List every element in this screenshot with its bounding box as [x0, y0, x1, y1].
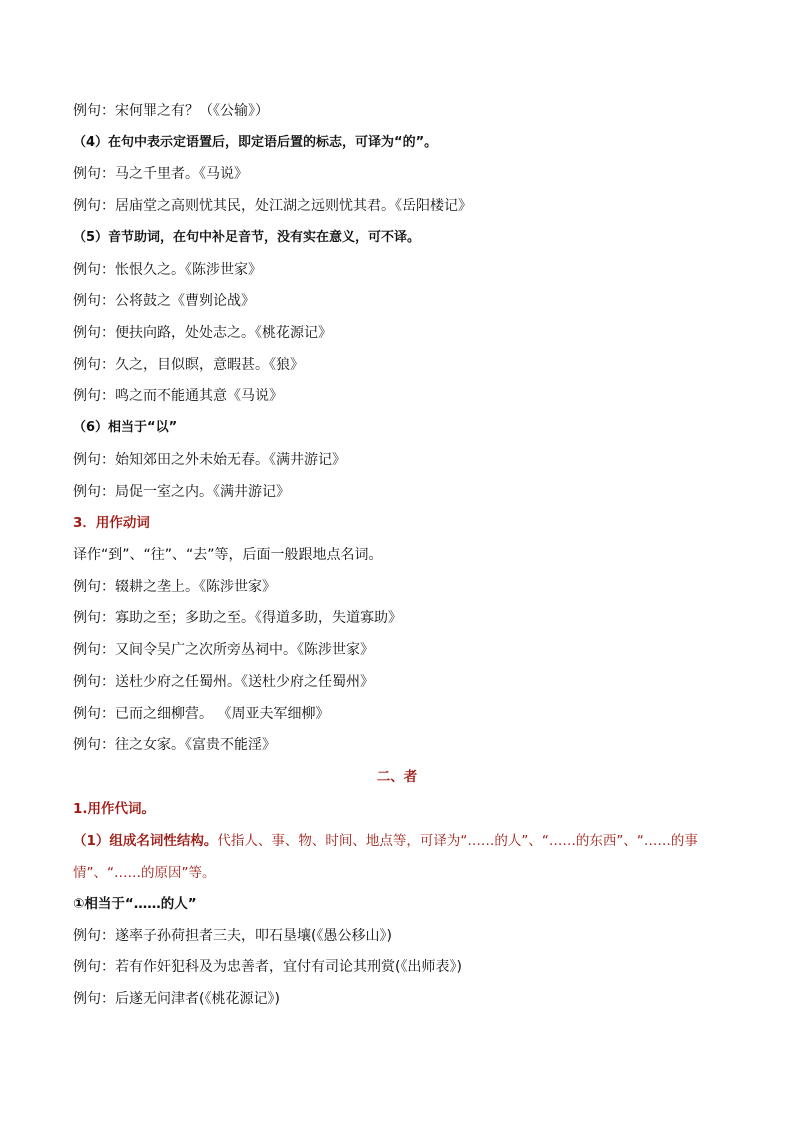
section-heading-pronoun: 1.用作代词。 — [73, 801, 156, 817]
example-sentence: 例句：若有作奸犯科及为忠善者，宜付有司论其刑赏(《出师表》) — [73, 959, 462, 975]
example-sentence: 例句：居庙堂之高则忧其民，处江湖之远则忧其君。《岳阳楼记》 — [73, 198, 472, 214]
example-sentence: 例句：怅恨久之。《陈涉世家》 — [73, 262, 262, 278]
example-sentence: 例句：马之千里者。《马说》 — [73, 166, 248, 182]
example-sentence: 例句：送杜少府之任蜀州。《送杜少府之任蜀州》 — [73, 674, 374, 690]
example-sentence: 例句：宋何罪之有？（《公输》） — [73, 103, 269, 119]
subsection-heading: （5）音节助词，在句中补足音节，没有实在意义，可不译。 — [73, 230, 421, 245]
example-sentence: 例句：后遂无问津者(《桃花源记》) — [73, 991, 280, 1007]
definition-bold: （1）组成名词性结构。 — [73, 833, 218, 849]
definition-text: 代指人、事、物、时间、地点等，可译为“……的人”、“……的东西”、“……的事情”、“……的原因”等。 — [73, 833, 698, 881]
example-sentence: 例句：辍耕之垄上。《陈涉世家》 — [73, 579, 276, 595]
subsection-heading: ①相当于“……的人” — [73, 896, 197, 912]
example-sentence: 例句：寡助之至；多助之至。《得道多助，失道寡助》 — [73, 610, 402, 626]
example-sentence: 例句：往之女家。《富贵不能淫》 — [73, 737, 276, 753]
example-sentence: 例句：又间令吴广之次所旁丛祠中。《陈涉世家》 — [73, 642, 374, 658]
example-sentence: 例句：局促一室之内。《满井游记》 — [73, 484, 290, 500]
example-sentence: 例句：鸣之而不能通其意《马说》 — [73, 388, 283, 404]
example-sentence: 例句：已而之细柳营。 《周亚夫军细柳》 — [73, 706, 330, 722]
example-sentence: 例句：始知郊田之外未始无春。《满井游记》 — [73, 452, 346, 468]
example-sentence: 例句：便扶向路，处处志之。《桃花源记》 — [73, 325, 332, 341]
section-heading-verb: 3．用作动词 — [73, 515, 150, 531]
example-sentence: 例句：公将鼓之《曹刿论战》 — [73, 293, 255, 309]
explanation-text: 译作“到”、“往”、“去”等，后面一般跟地点名词。 — [73, 547, 383, 563]
subsection-heading: （4）在句中表示定语置后，即定语后置的标志，可译为“的”。 — [73, 135, 438, 150]
definition-paragraph — [73, 826, 728, 889]
example-sentence: 例句：久之，目似瞑，意暇甚。《狼》 — [73, 357, 304, 373]
subsection-heading: （6）相当于“以” — [73, 420, 178, 435]
example-sentence: 例句：遂率子孙荷担者三夫，叩石垦壤(《愚公移山》) — [73, 928, 392, 944]
chapter-heading: 二、者 — [376, 769, 418, 785]
